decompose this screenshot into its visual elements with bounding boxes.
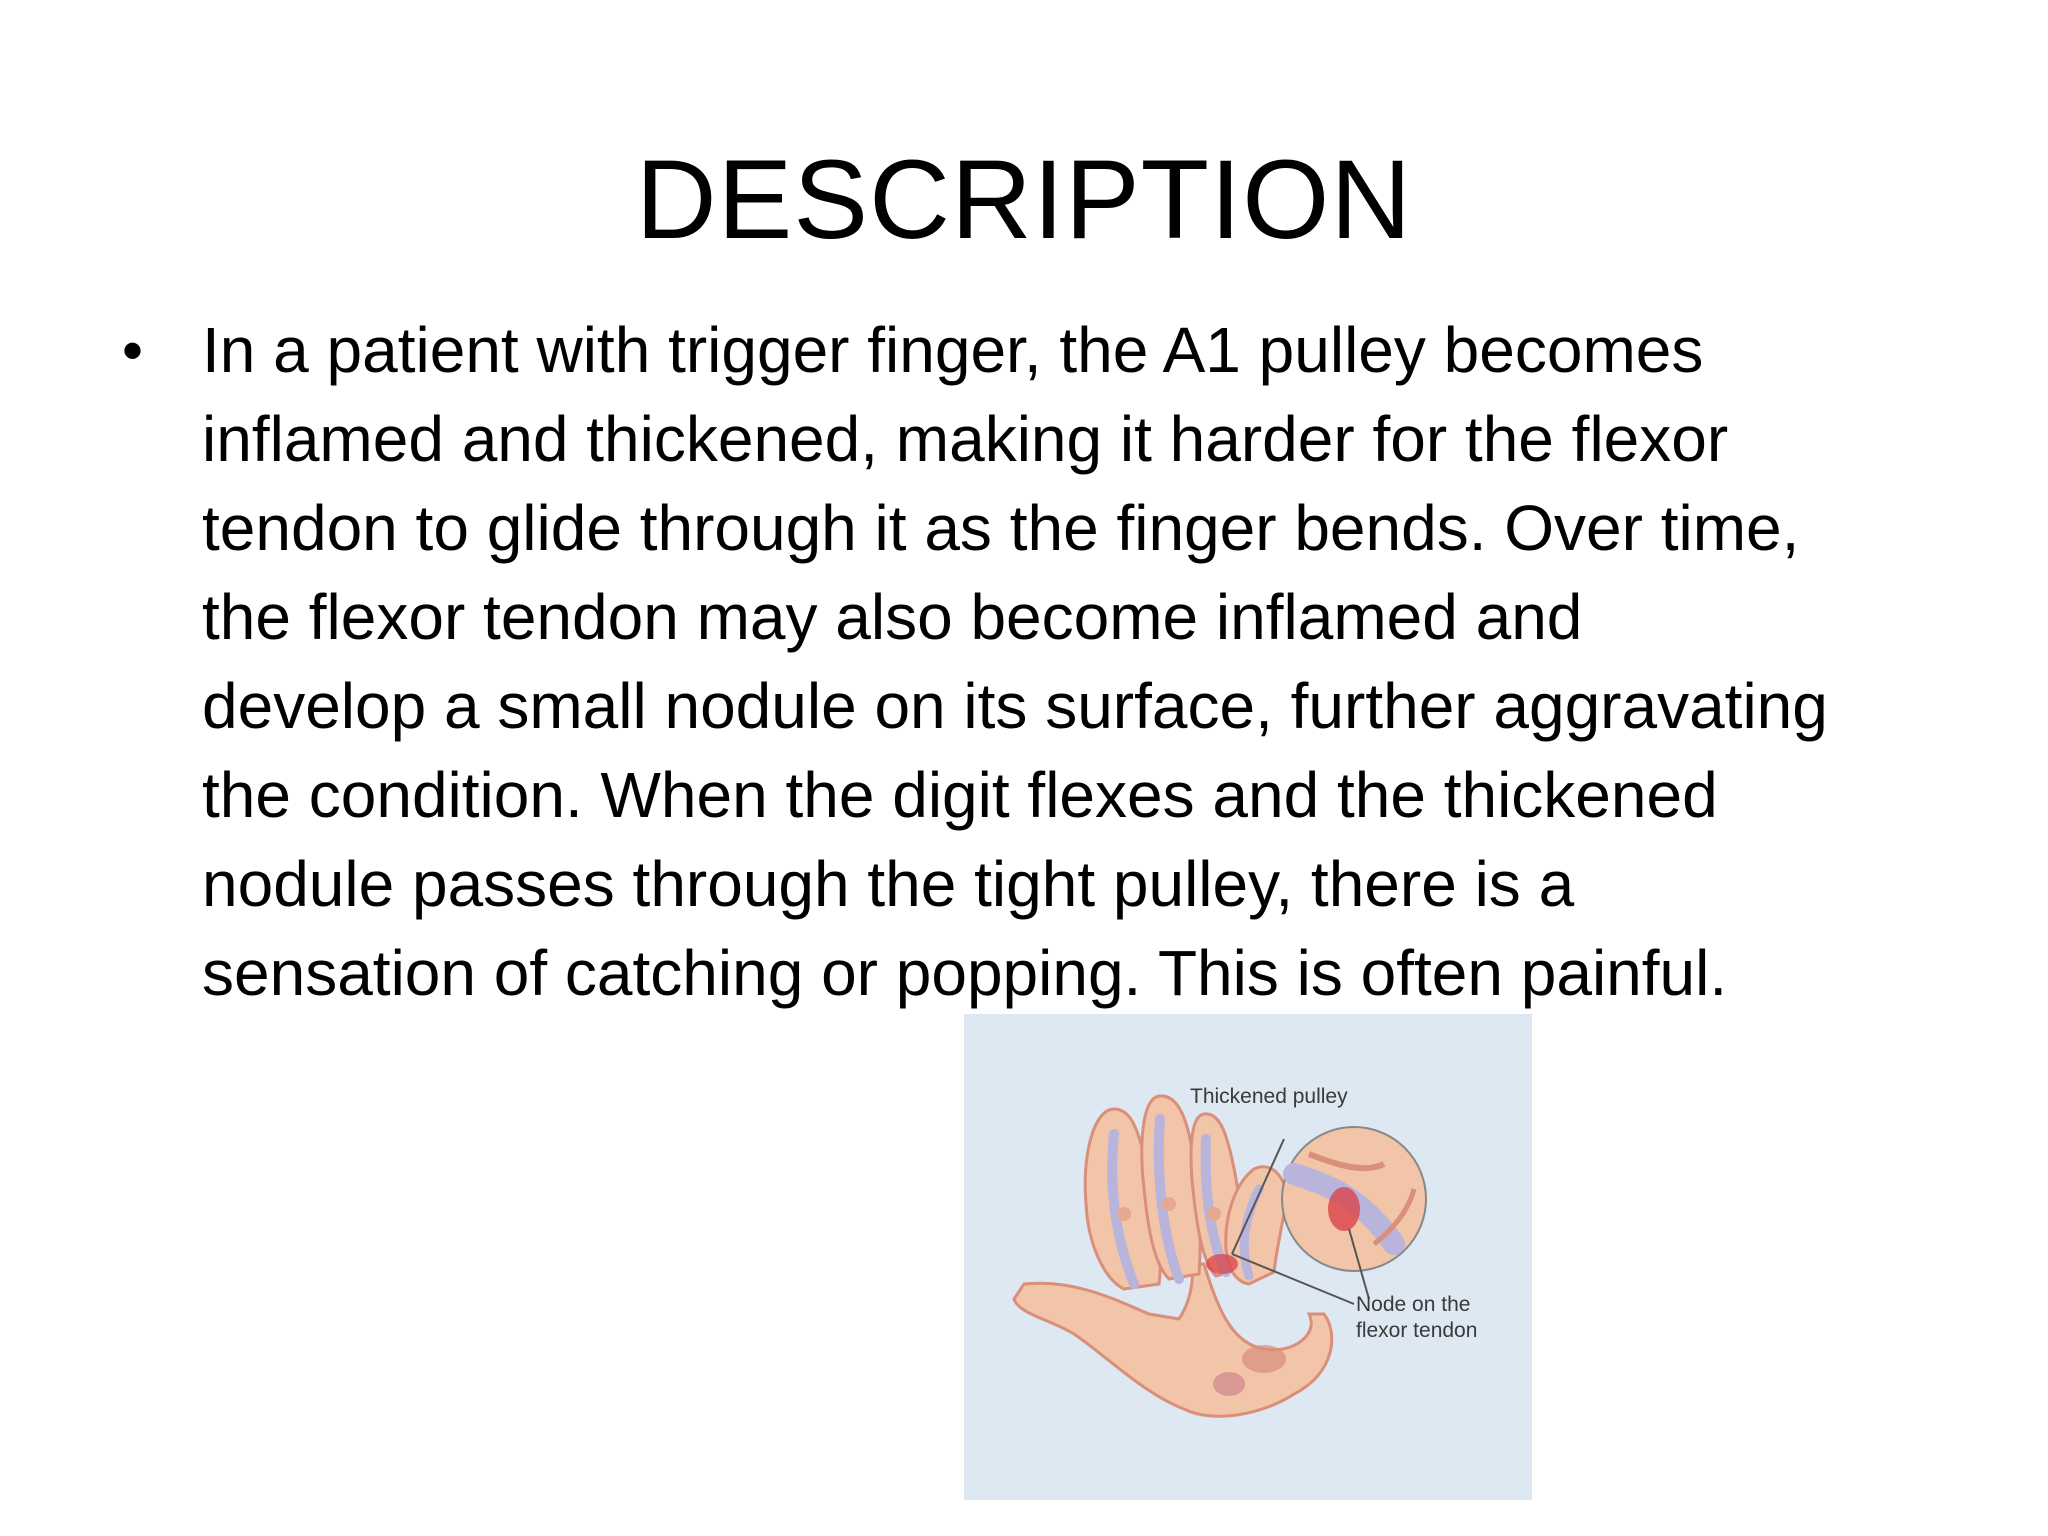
label-node-flexor-tendon <box>1356 1292 1477 1344</box>
label-thickened-pulley: Thickened pulley <box>1190 1085 1348 1108</box>
trigger-finger-illustration <box>964 1014 1532 1500</box>
bullet-line: the flexor tendon may also become inflamed and <box>202 581 1583 653</box>
bullet-line: tendon to glide through it as the finger bends. Over time, <box>202 492 1800 564</box>
bullet-line: sensation of catching or popping. This is often painful. <box>202 937 1728 1009</box>
label-node-line2: flexor tendon <box>1356 1319 1478 1342</box>
bullet-dot-icon: • <box>122 317 144 384</box>
bullet-line: inflamed and thickened, making it harder for the flexor <box>202 403 1729 475</box>
bullet-line: nodule passes through the tight pulley, there is a <box>202 848 1575 920</box>
bullet-list <box>120 306 1960 1018</box>
bullet-line: In a patient with trigger finger, the A1 pulley becomes <box>202 314 1704 386</box>
slide-title: DESCRIPTION <box>635 137 1413 262</box>
hand-shape <box>1014 1096 1332 1416</box>
bullet-line: develop a small nodule on its surface, further aggravating <box>202 670 1828 742</box>
bullet-line: the condition. When the digit flexes and the thickened <box>202 759 1718 831</box>
label-node-line1: Node on the <box>1356 1293 1471 1316</box>
bullet-item <box>120 306 1960 1018</box>
